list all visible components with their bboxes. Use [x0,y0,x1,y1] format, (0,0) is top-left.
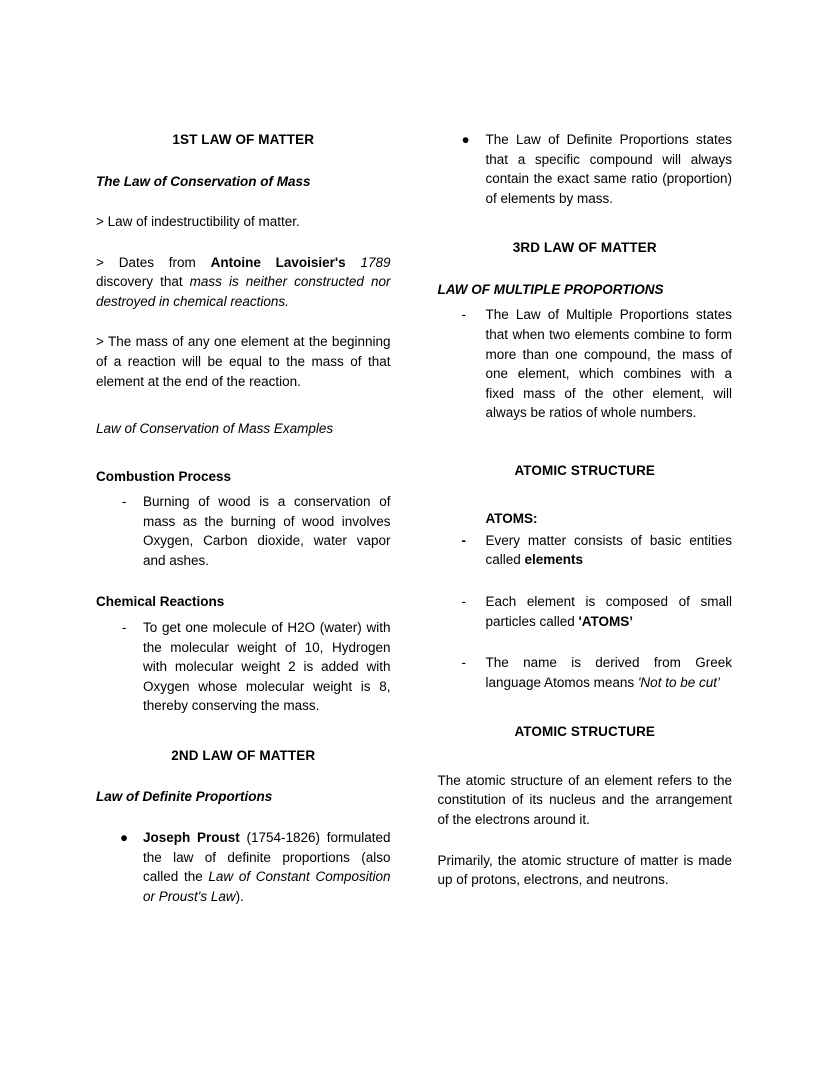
text-bold-elements: elements [524,552,584,568]
list-item [438,531,733,570]
right-column [438,130,733,906]
heading-1st-law-of-matter: 1ST LAW OF MATTER [172,132,315,147]
list-combustion-process [96,492,391,570]
subheading-law-of-multiple-proportions: LAW OF MULTIPLE PROPORTIONS [437,281,664,297]
heading-atomic-structure-top: ATOMIC STRUCTURE [514,462,656,478]
subheading-law-of-definite-proportions: Law of Definite Proportions [96,789,273,805]
paragraph-dates-from-lavoisier [96,253,391,312]
spacer [438,631,733,653]
heading-chemical-reactions: Chemical Reactions [96,594,225,610]
list-item [438,130,733,208]
paragraph-primarily-protons-electrons-neutrons: Primarily, the atomic structure of matter is made up of protons, electrons, and neutrons. [437,852,732,888]
list-item-text: The Law of Definite Proportions states that a specific compound will always contain the exact same ratio (proportion) of elements by mass. [485,132,732,206]
list-item-text: Burning of wood is a conservation of mass as the burning of wood involves Oxygen, Carbon dioxide, water vapor and ashes. [143,494,391,568]
heading-atoms: ATOMS: [485,511,538,527]
left-column [96,130,391,906]
paragraph-atomic-structure: The atomic structure of an element refers to the constitution of its nucleus and the arrangement of the electrons around it. [437,772,732,827]
text-bold-atoms: 'ATOMS’ [578,613,634,629]
dash-marker-icon: - [461,532,466,548]
spacer [438,836,733,851]
paragraph-indestructibility: > Law of indestructibility of matter. [96,214,300,230]
spacer [96,716,391,746]
text-mid: discovery that [96,274,190,290]
spacer [96,197,391,212]
list-atoms [438,531,733,570]
dash-marker-icon: - [461,594,466,609]
spacer [438,487,733,509]
text-italic-mass-neither: mass is neither constructed nor destroyed in chemical reactions. [96,274,391,309]
dash-marker-icon: - [122,494,127,510]
text-italic-law-of-constant-composition: Law of Constant Composition or Proust's Law [143,869,391,904]
text-italic-year: 1789 [345,254,391,270]
text-prefix: The name is derived from Greek language Atomos means [485,655,732,690]
spacer [96,570,391,592]
list-item-text: The Law of Multiple Proportions states that when two elements combine to form more than one compound, the mass of one element, which combines with a fixed mass of the other element, will always be ratios of whole numbers. [485,307,732,421]
text-prefix: Each element is composed of small particles called [485,594,732,629]
list-item-text: To get one molecule of H2O (water) with the molecular weight of 10, Hydrogen with molecular weight 2 is added with Oxygen whose molecular weight is 8, thereby conserving the mass. [143,620,391,714]
list-item [96,618,391,716]
list-item [96,828,391,906]
spacer [96,317,391,332]
list-item [438,592,733,631]
list-each-element [438,592,733,631]
spacer [438,423,733,461]
subheading-conservation-examples: Law of Conservation of Mass Examples [96,421,334,437]
heading-atomic-structure-bottom: ATOMIC STRUCTURE [514,724,656,740]
spacer [438,570,733,592]
list-item [438,653,733,692]
dash-marker-icon: - [122,620,127,635]
paragraph-mass-of-any-one-element: > The mass of any one element at the beginning of a reaction will be equal to the mass of that element at the end of the reaction. [96,334,391,389]
list-chemical-reactions [96,618,391,716]
spacer [96,445,391,467]
text-suffix: ). [235,888,244,904]
heading-3rd-law-of-matter: 3RD LAW OF MATTER [512,240,657,256]
text-italic-not-to-be-cut: 'Not to be cut’ [637,674,720,690]
text-prefix: > Dates from [96,254,211,270]
spacer [96,238,391,253]
spacer [96,772,391,787]
list-item [438,305,733,422]
heading-2nd-law-of-matter: 2ND LAW OF MATTER [171,747,316,763]
spacer [96,157,391,172]
spacer [96,813,391,828]
text-prefix: Every matter consists of basic entities called [485,532,732,568]
spacer [438,692,733,722]
text-bold-joseph-proust: Joseph Proust [143,829,240,845]
spacer [96,397,391,419]
list-joseph-proust [96,828,391,906]
spacer [438,749,733,771]
spacer [438,265,733,280]
bullet-dot-icon: ● [120,829,129,845]
list-greek-origin [438,653,733,692]
list-multiple-proportions [438,305,733,422]
list-item [96,492,391,570]
two-column-body [96,130,732,906]
spacer [438,208,733,238]
bullet-dot-icon: ● [461,132,470,147]
text-bold-antoine-lavoisier: Antoine Lavoisier's [210,254,346,270]
subheading-law-of-conservation-of-mass: The Law of Conservation of Mass [96,173,311,189]
text-mid: (1754-1826) formulated the law of definite proportions (also called the [143,829,391,885]
list-definite-proportions [438,130,733,208]
dash-marker-icon: - [461,307,466,323]
heading-combustion-process: Combustion Process [96,468,232,484]
dash-marker-icon: - [461,655,466,671]
